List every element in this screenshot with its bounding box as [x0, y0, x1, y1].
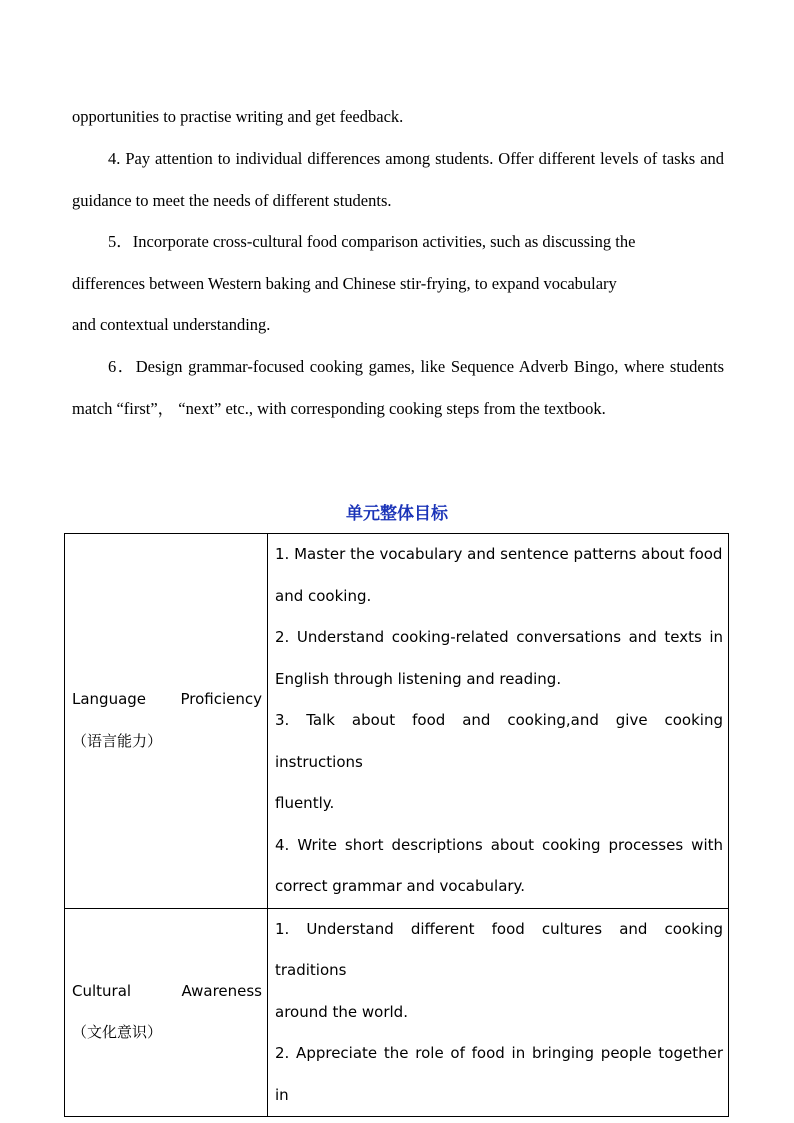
paragraph-4: 4. Pay attention to individual differences among students. Offer different levels of tasks and guidance to meet the needs of different students. — [72, 149, 724, 210]
table-row — [65, 908, 729, 1117]
goal-category-english — [72, 971, 262, 1013]
goal-category-chinese: （文化意识） — [72, 1023, 163, 1042]
section-title: 单元整体目标 — [346, 504, 448, 524]
paragraph-5-line-1: 5．Incorporate cross-cultural food comparison activities, such as discussing the — [108, 232, 636, 251]
goal-line: 1. Understand different food cultures and cooking traditions — [275, 919, 723, 979]
goal-category-word-1: Language — [72, 690, 147, 709]
goal-line: 4. Write short descriptions about cooking processes with — [275, 835, 723, 854]
unit-goals-table — [64, 533, 729, 1117]
paragraph-5-line-3: and contextual understanding. — [72, 315, 271, 334]
goal-line: correct grammar and vocabulary. — [275, 877, 526, 895]
goal-line: 3. Talk about food and cooking,and give cooking instructions — [275, 711, 723, 771]
goal-category-word-2: Awareness — [181, 981, 262, 1000]
goal-category-english — [72, 679, 262, 721]
goal-category-cell — [65, 908, 268, 1117]
goal-category-chinese: （语言能力） — [72, 731, 163, 750]
paragraph-3-continuation: opportunities to practise writing and get feedback. — [72, 107, 404, 126]
goal-content-cell — [268, 534, 729, 909]
goal-category-word-2: Proficiency — [180, 690, 262, 709]
goal-line: 1. Master the vocabulary and sentence patterns about food — [275, 545, 723, 563]
goal-category-word-1: Cultural — [72, 981, 132, 1000]
paragraph-6: 6．Design grammar-focused cooking games, like Sequence Adverb Bingo, where students match “first”， “next” etc., with corresponding cooking steps from the textbook. — [72, 357, 724, 418]
goal-line: around the world. — [275, 1002, 408, 1021]
goal-line: English through listening and reading. — [275, 669, 562, 688]
table-row — [65, 534, 729, 909]
goal-content-cell — [268, 908, 729, 1117]
goal-line: and cooking. — [275, 586, 372, 605]
goal-line: fluently. — [275, 794, 335, 812]
goal-category-cell — [65, 534, 268, 909]
goal-line: 2. Appreciate the role of food in bringing people together in — [275, 1044, 723, 1104]
goal-line: 2. Understand cooking-related conversations and texts in — [275, 628, 723, 646]
paragraph-5-line-2: differences between Western baking and Chinese stir-frying, to expand vocabulary — [72, 274, 617, 293]
